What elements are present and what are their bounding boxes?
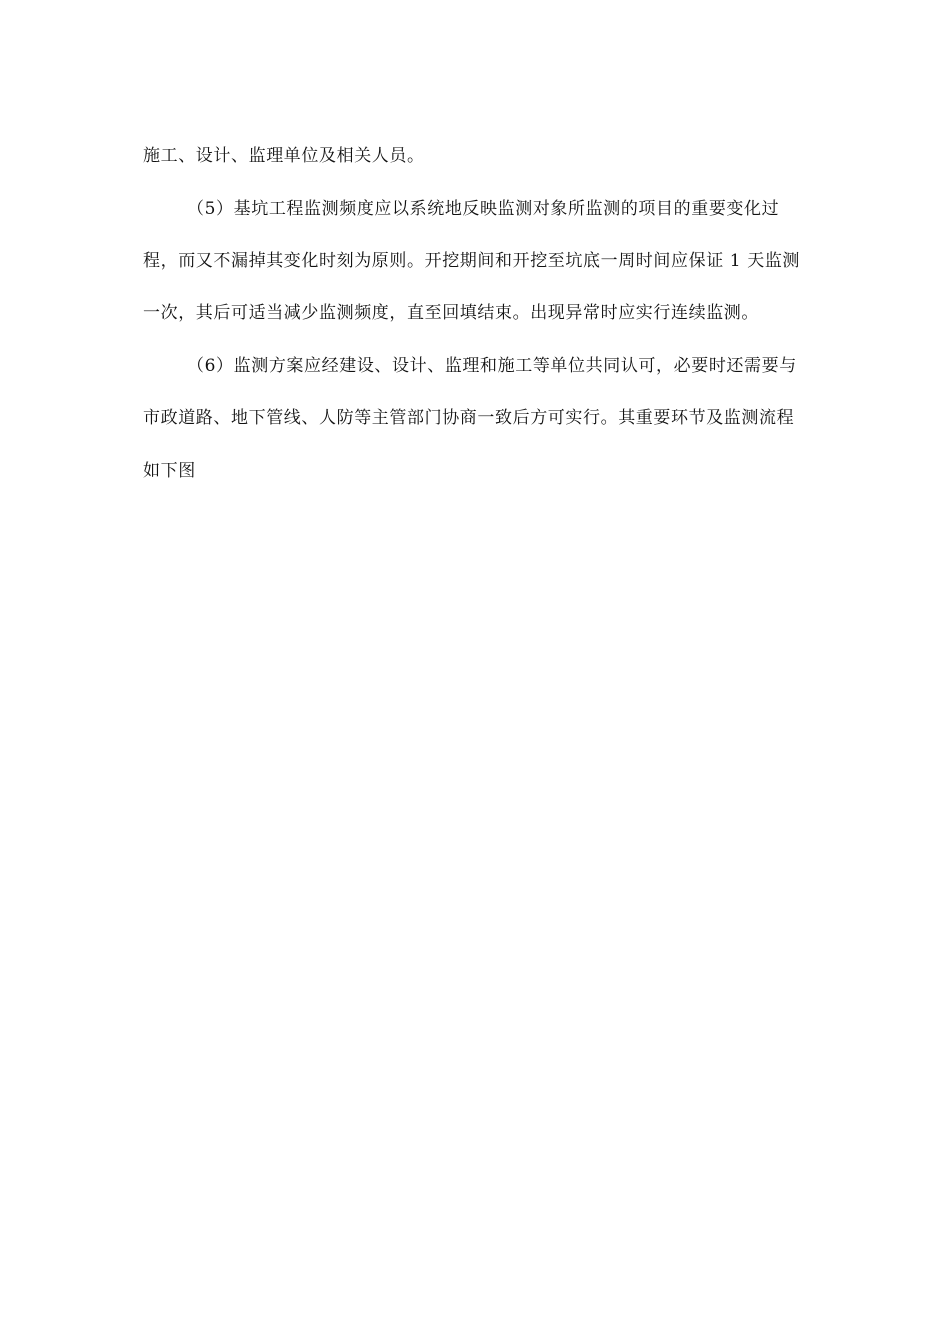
text-line: 一次，其后可适当减少监测频度，直至回填结束。出现异常时应实行连续监测。 <box>143 303 759 323</box>
paragraph-5-start: （5）基坑工程监测频度应以系统地反映监测对象所监测的项目的重要变化过 <box>187 199 780 219</box>
text-line: 市政道路、地下管线、人防等主管部门协商一致后方可实行。其重要环节及监测流程 <box>143 408 795 428</box>
paragraph-6-start: （6）监测方案应经建设、设计、监理和施工等单位共同认可，必要时还需要与 <box>187 356 797 376</box>
text-line: 如下图 <box>143 461 196 481</box>
text-line: 程，而又不漏掉其变化时刻为原则。开挖期间和开挖至坑底一周时间应保证 1 天监测 <box>143 251 801 271</box>
text-line: 施工、设计、监理单位及相关人员。 <box>143 146 425 166</box>
